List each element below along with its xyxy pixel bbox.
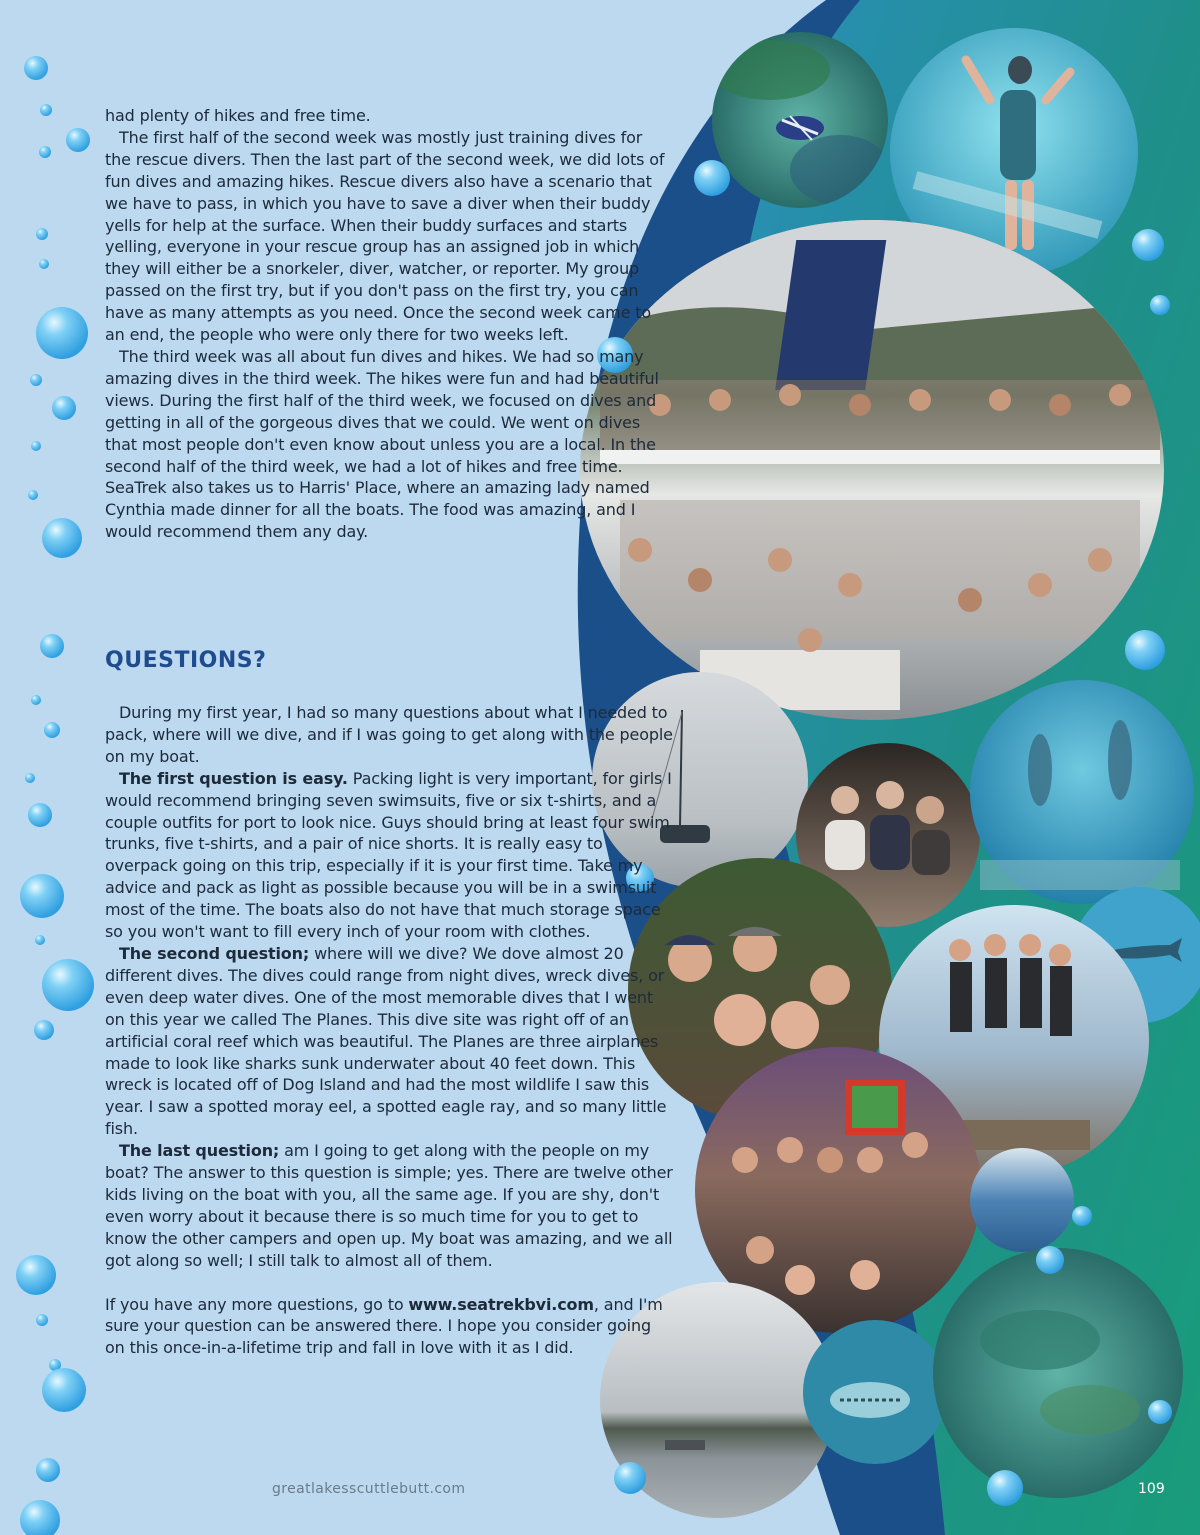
divers-underwater-photo: [970, 680, 1194, 904]
article-column-questions: [105, 702, 675, 1359]
closing-pre: If you have any more questions, go to: [105, 1294, 409, 1314]
reef-closeup-photo: [933, 1248, 1183, 1498]
last-question-lead: The last question;: [119, 1141, 280, 1161]
ocean-view-photo: [970, 1148, 1074, 1252]
second-question-body: where will we dive? We dove almost 20 different dives. The dives could range from night dives, wreck dives, or even deep water dives. One of the most memorable dives that I went on this year we called The Planes. This dive site was right off of an artificial coral reef which was beautiful. The Planes are three airplanes made to look like sharks sunk underwater about 40 feet down. This wreck is located off of Dog Island and had the most wildlife I saw this year. I saw a spotted moray eel, a spotted eagle ray, and so many little fish.: [105, 943, 667, 1139]
first-question-body: Packing light is very important, for girls I would recommend bringing seven swimsuits, five or six t-shirts, and a couple outfits for port to look nice. Guys should bring at least four swim trunks, five t-shirts, and a pair of nice shorts. It is really easy to overpack going on this trip, especially if it is your first time. Take my advice and pack as light as possible because you will be in a swimsuit most of the time. The boats also do not have that much storage space so you won't want to fill every inch of your room with clothes.: [105, 768, 672, 942]
paragraph-second-week: The first half of the second week was mostly just training dives for the rescue divers. Then the last part of the second week, we did lots of fun dives and amazing hikes. Rescue divers also have a scenario that we have to pass, in which you have to save a diver when their buddy yells for help at the surface. When their buddy surfaces and starts yelling, everyone in your rescue group has an assigned job in which they will either be a snorkeler, diver, watcher, or reporter. My group passed on the first try, but if you don't pass on the first try, you can have as many attempts as you need. Once the second week came to an end, the people who were only there for two weeks left.: [105, 127, 665, 345]
paragraph-third-week: The third week was all about fun dives and hikes. We had so many amazing dives in the third week. The hikes were fun and had beautiful views. During the first half of the third week, we focused on dives and getting in all of the gorgeous dives that we could. We went on dives that most people don't even know about unless you are a local. In the second half of the third week, we had a lot of hikes and free time. SeaTrek also takes us to Harris' Place, where an amazing lady named Cynthia made dinner for all the boats. The food was amazing, and I would recommend them any day.: [105, 346, 659, 542]
first-question-lead: The first question is easy.: [119, 768, 348, 788]
paragraph-closing: [105, 1294, 675, 1360]
questions-heading: QUESTIONS?: [105, 648, 267, 673]
paragraph-gap: [105, 1272, 675, 1294]
second-question-lead: The second question;: [119, 943, 310, 963]
closing-post: , and I'm sure your question can be answered there. I hope you consider going on this once-in-a-lifetime trip and fall in love with it as I did.: [105, 1294, 663, 1358]
seatrek-website-link[interactable]: www.seatrekbvi.com: [408, 1294, 594, 1314]
footer-website: greatlakesscuttlebutt.com: [272, 1481, 466, 1497]
paragraph-last-question: [105, 1140, 675, 1271]
paragraph-week-two-end: had plenty of hikes and free time.: [105, 106, 371, 125]
last-question-body: am I going to get along with the people on my boat? The answer to this question is simple; yes. There are twelve other kids living on the boat with you, all the same age. If you are shy, don't even worry about it because there is so much time for you to get to know the other campers and open up. My boat was amazing, and we all got along so well; I still talk to almost all of them.: [105, 1141, 673, 1270]
paragraph-second-question: [105, 943, 675, 1140]
page-number: 109: [1138, 1481, 1165, 1497]
paragraph-questions-intro: During my first year, I had so many questions about what I needed to pack, where will we dive, and if I was going to get along with the people on my boat.: [105, 703, 673, 766]
article-column-top: [105, 105, 665, 543]
wreck-shark-photo: [803, 1320, 947, 1464]
paragraph-first-question: [105, 768, 675, 943]
